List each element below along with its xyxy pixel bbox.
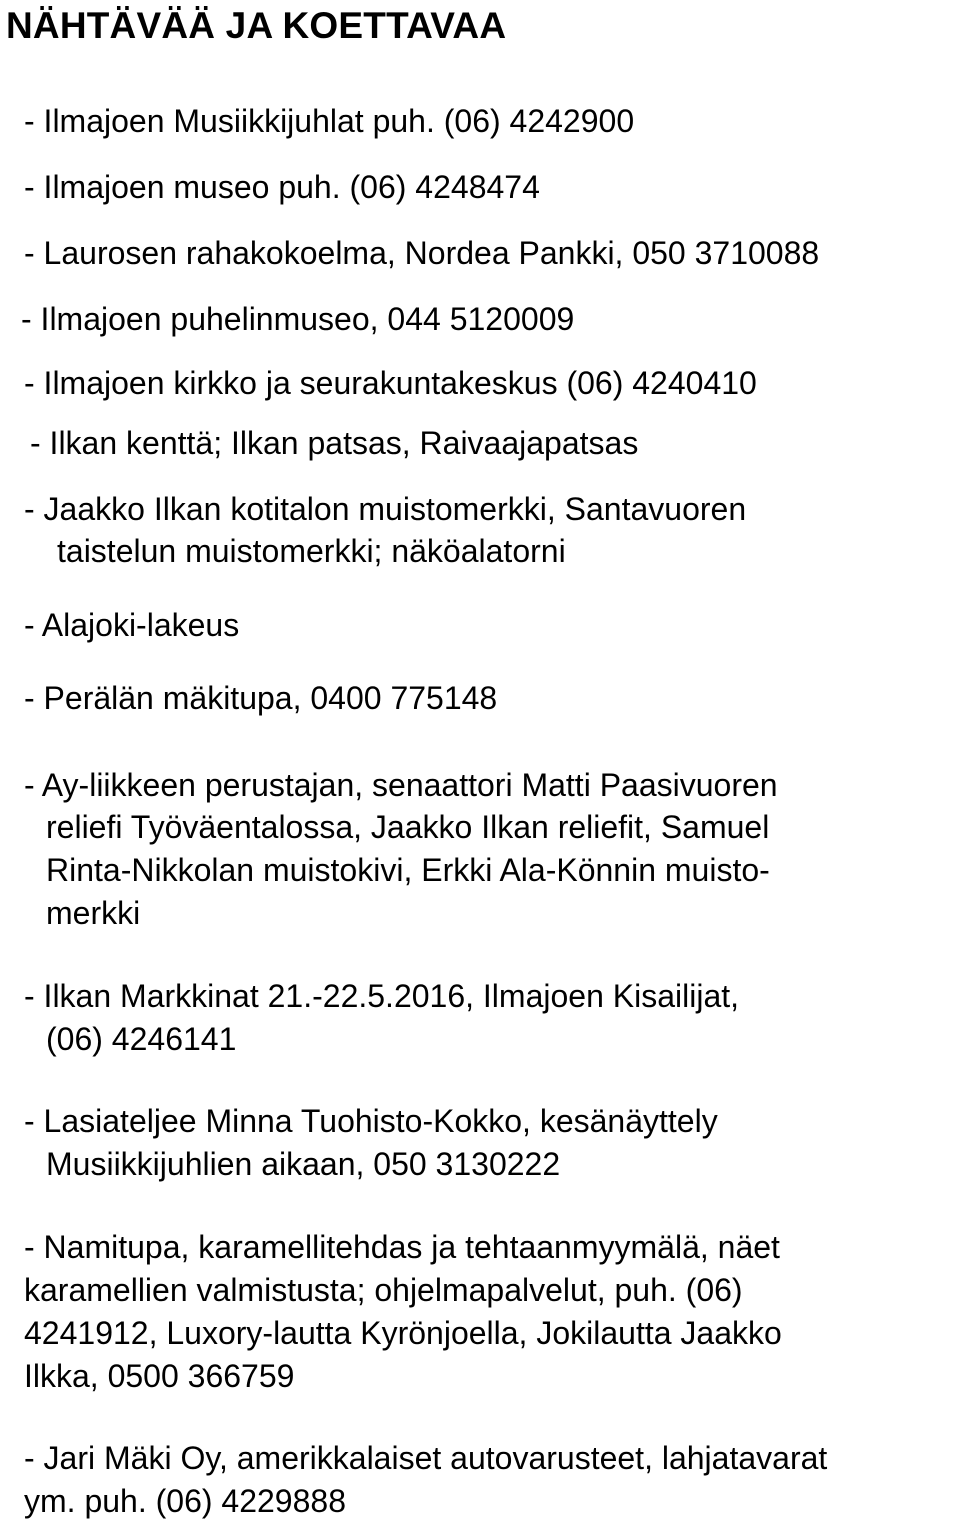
list-item-lasiateljee-cont: Musiikkijuhlien aikaan, 050 3130222	[46, 1146, 561, 1182]
list-item-ay-liike-cont-3: merkki	[46, 895, 141, 931]
list-item-kotitalo: - Jaakko Ilkan kotitalon muistomerkki, Santavuoren	[24, 491, 747, 527]
list-item-musiikkijuhlat: - Ilmajoen Musiikkijuhlat puh. (06) 4242900	[24, 103, 635, 139]
list-item-ay-liike-cont-2: Rinta-Nikkolan muistokivi, Erkki Ala-Könnin muisto-	[46, 852, 770, 888]
list-item-puhelinmuseo: - Ilmajoen puhelinmuseo, 044 5120009	[21, 301, 575, 337]
list-item-alajoki: - Alajoki-lakeus	[24, 607, 240, 643]
list-item-peralan-makitupa: - Perälän mäkitupa, 0400 775148	[24, 680, 498, 716]
list-item-kirkko: - Ilmajoen kirkko ja seurakuntakeskus (06) 4240410	[24, 365, 757, 401]
list-item-ilkan-kentta: - Ilkan kenttä; Ilkan patsas, Raivaajapatsas	[30, 425, 639, 461]
list-item-ay-liike: - Ay-liikkeen perustajan, senaattori Matti Paasivuoren	[24, 767, 778, 803]
list-item-rahakokoelma: - Laurosen rahakokoelma, Nordea Pankki, 050 3710088	[24, 235, 820, 271]
list-item-namitupa-cont-3: Ilkka, 0500 366759	[24, 1358, 295, 1394]
page-title: NÄHTÄVÄÄ JA KOETTAVAA	[6, 5, 507, 46]
list-item-museo: - Ilmajoen museo puh. (06) 4248474	[24, 169, 540, 205]
list-item-namitupa-cont-2: 4241912, Luxory-lautta Kyrönjoella, Jokilautta Jaakko	[24, 1315, 782, 1351]
list-item-namitupa: - Namitupa, karamellitehdas ja tehtaanmyymälä, näet	[24, 1229, 780, 1265]
list-item-jari-maki: - Jari Mäki Oy, amerikkalaiset autovarusteet, lahjatavarat	[24, 1440, 828, 1476]
list-item-ay-liike-cont-1: reliefi Työväentalossa, Jaakko Ilkan reliefit, Samuel	[46, 809, 770, 845]
list-item-lasiateljee: - Lasiateljee Minna Tuohisto-Kokko, kesänäyttely	[24, 1103, 718, 1139]
list-item-jari-maki-cont: ym. puh. (06) 4229888	[24, 1483, 346, 1519]
list-item-kotitalo-cont: taistelun muistomerkki; näköalatorni	[57, 533, 566, 569]
list-item-namitupa-cont-1: karamellien valmistusta; ohjelmapalvelut, puh. (06)	[24, 1272, 743, 1308]
list-item-markkinat: - Ilkan Markkinat 21.-22.5.2016, Ilmajoen Kisailijat,	[24, 978, 740, 1014]
list-item-markkinat-cont: (06) 4246141	[46, 1021, 237, 1057]
